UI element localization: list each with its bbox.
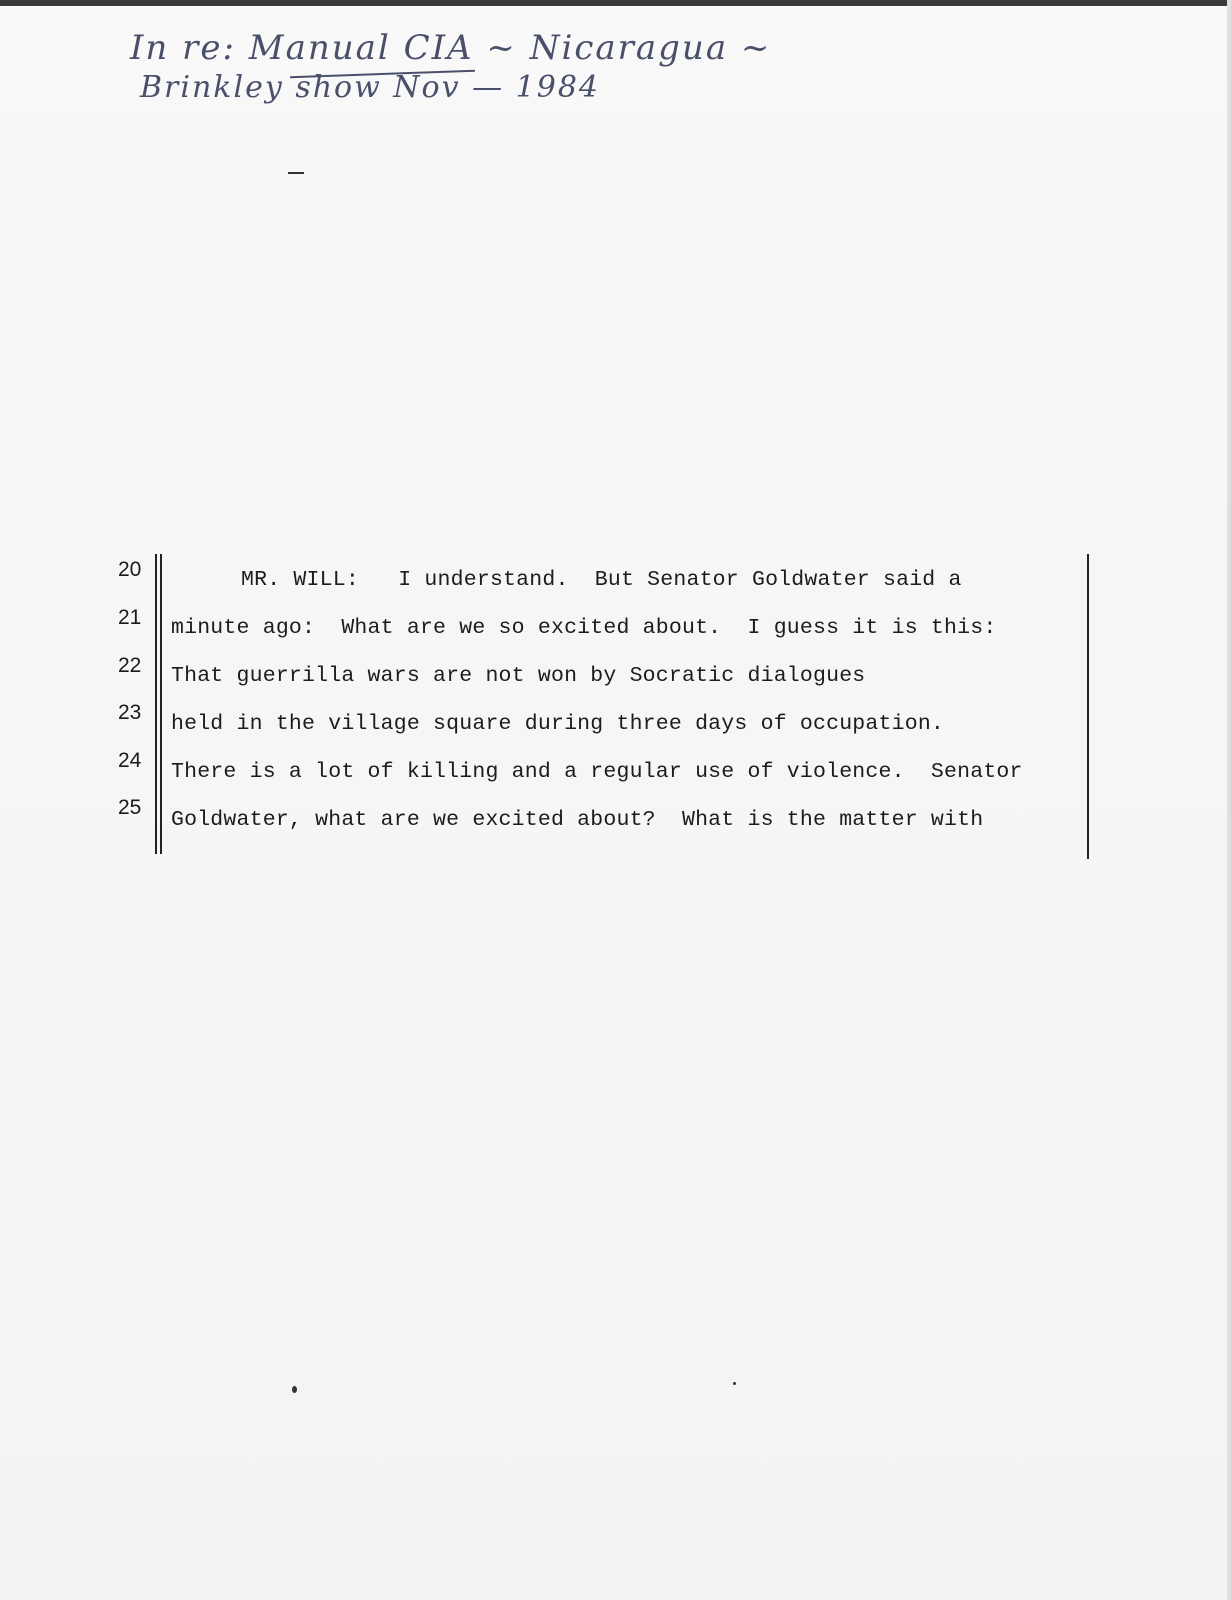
line-number: 23 xyxy=(118,701,142,724)
speck xyxy=(733,1382,736,1385)
margin-rule-left xyxy=(155,554,157,854)
transcript-line: There is a lot of killing and a regular use of violence. Senator xyxy=(171,760,1023,784)
transcript-block xyxy=(0,554,1231,864)
transcript-line: That guerrilla wars are not won by Socratic dialogues xyxy=(171,664,866,688)
stray-mark xyxy=(288,172,304,174)
handwritten-note-line-2: Brinkley show Nov — 1984 xyxy=(140,70,600,105)
line-number: 20 xyxy=(118,558,142,581)
transcript-line: MR. WILL: I understand. But Senator Goldwater said a xyxy=(241,568,962,592)
handwritten-note xyxy=(130,28,950,128)
transcript-line: Goldwater, what are we excited about? What is the matter with xyxy=(171,808,984,832)
handwritten-note-line-1: In re: Manual CIA ~ Nicaragua ~ xyxy=(130,28,772,68)
document-page xyxy=(0,6,1227,1600)
line-number: 21 xyxy=(118,606,142,629)
margin-rule-right xyxy=(1087,554,1089,859)
line-number: 25 xyxy=(118,796,142,819)
margin-rule-left-inner xyxy=(160,554,162,854)
transcript-line: minute ago: What are we so excited about. I guess it is this: xyxy=(171,616,997,640)
speck xyxy=(292,1386,297,1393)
line-number: 24 xyxy=(118,749,142,772)
line-number: 22 xyxy=(118,654,142,677)
transcript-line: held in the village square during three days of occupation. xyxy=(171,712,945,736)
